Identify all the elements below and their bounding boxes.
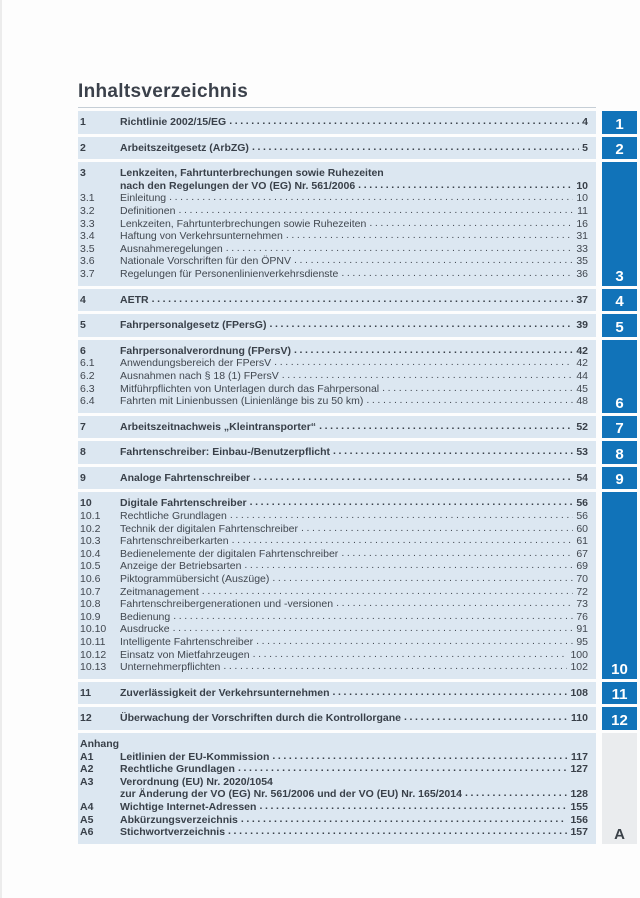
side-tab: [602, 416, 637, 439]
page-title: Inhaltsverzeichnis: [78, 81, 249, 102]
side-tab-label: 2: [615, 141, 624, 159]
dot-leader: [226, 242, 574, 255]
side-tab: [602, 340, 637, 413]
dot-leader: [232, 534, 574, 547]
dot-leader: [250, 496, 574, 509]
dot-leader: [282, 369, 574, 382]
toc-entry-number: 3.4: [80, 230, 95, 243]
toc-entry-title: Fahrten mit Linienbussen (Linienlänge bis zu 50 km): [120, 395, 364, 408]
toc-section-row: [78, 340, 637, 413]
toc-entry-title: Analoge Fahrtenschreiber: [120, 471, 251, 484]
toc-section-row: [78, 492, 637, 678]
toc-entry-page: 54: [576, 471, 588, 484]
toc-entry: [80, 116, 588, 129]
toc-entry-title: Ausnahmeregelungen: [120, 242, 223, 255]
toc-entry-number: 8: [80, 446, 86, 459]
dot-leader: [382, 382, 573, 395]
toc-entry-number: 10.7: [80, 585, 101, 598]
toc-entry-title: Digitale Fahrtenschreiber: [120, 497, 247, 510]
toc-entry-number: 10.2: [80, 522, 101, 535]
toc-entry-number: 11: [80, 686, 92, 699]
toc-entry-page: 48: [576, 395, 588, 408]
toc-entry-title: Rechtliche Grundlagen: [120, 763, 235, 776]
toc-entry-page: 72: [576, 585, 588, 598]
side-tab: [602, 111, 637, 134]
toc-entry-title: Fahrtenschreiberkarten: [120, 535, 229, 548]
toc-entry-page: 42: [576, 357, 588, 370]
dot-leader: [336, 597, 573, 610]
toc-entry-page: 95: [576, 636, 588, 648]
side-tab-label: 1: [615, 115, 624, 133]
dot-leader: [256, 635, 573, 648]
dot-leader: [341, 547, 573, 560]
toc-entry-page: 39: [576, 319, 588, 332]
dot-leader: [169, 191, 573, 204]
toc-entry-number: 7: [80, 420, 86, 433]
toc-entry-page: 108: [570, 686, 588, 699]
toc-entry-number: A3: [80, 775, 94, 788]
table-of-contents: [78, 82, 637, 847]
dot-leader: [404, 711, 568, 724]
toc-section-row: [78, 441, 637, 464]
toc-entry-title: Wichtige Internet-Adressen: [120, 800, 257, 813]
toc-entry-number: 10.9: [80, 610, 101, 623]
toc-entry-title: Technik der digitalen Fahrtenschreiber: [120, 522, 299, 535]
side-tab: [602, 733, 637, 844]
dot-leader: [178, 204, 574, 217]
toc-entry-title: Zuverlässigkeit der Verkehrsunternehmen: [120, 686, 330, 699]
toc-entry-number: 10.1: [80, 510, 101, 523]
toc-section-row: [78, 111, 637, 134]
toc-entry-page: 11: [577, 204, 588, 217]
toc-entry-number: 6.4: [80, 395, 95, 408]
dot-leader: [269, 318, 573, 331]
dot-leader: [202, 585, 574, 598]
toc-entry-page: 76: [576, 610, 588, 623]
side-tab-label: 3: [615, 267, 624, 285]
toc-entry-title: Unternehmerpflichten: [120, 661, 221, 674]
dot-leader: [244, 559, 573, 572]
side-tab-label: A: [614, 825, 625, 843]
toc-entry-title: Rechtliche Grundlagen: [120, 510, 227, 523]
toc-entry-page: 10: [576, 179, 588, 192]
side-tab-label: 8: [615, 445, 624, 463]
dot-leader: [301, 522, 573, 535]
toc-entry-page: 102: [570, 661, 588, 674]
toc-entry-title: Ausdrucke: [120, 623, 170, 636]
toc-entry-page: 157: [570, 826, 588, 839]
dot-leader: [274, 356, 573, 369]
toc-entry-title: Zeitmanagement: [120, 585, 199, 598]
dot-leader: [223, 660, 567, 673]
toc-entry-title: Anzeige der Betriebsarten: [120, 560, 242, 573]
toc-section-block: [78, 314, 596, 337]
dot-leader: [228, 825, 567, 838]
toc-section-block: [78, 340, 596, 413]
toc-entry-title: Einleitung: [120, 192, 167, 205]
toc-entry: [80, 826, 588, 839]
toc-entry-title: Arbeitszeitnachweis „Kleintransporter“: [120, 420, 317, 433]
dot-leader: [253, 471, 573, 484]
toc-entry-page: 110: [571, 712, 588, 725]
side-tab-label: 7: [615, 420, 624, 438]
dot-leader: [465, 787, 568, 800]
toc-section-block: [78, 111, 596, 134]
toc-entry-number: 3.7: [80, 267, 95, 280]
toc-entry-title: Richtlinie 2002/15/EG: [120, 116, 227, 128]
side-tab: [602, 467, 637, 490]
toc-entry-title: Definitionen: [120, 204, 176, 217]
toc-entry-title: Haftung von Verkehrsunternehmen: [120, 230, 283, 243]
dot-leader: [230, 509, 573, 522]
side-tab-label: 10: [611, 660, 628, 678]
toc-entry-number: 6.2: [80, 369, 95, 382]
side-tab: [602, 314, 637, 337]
dot-leader: [272, 750, 568, 763]
dot-leader: [173, 622, 574, 635]
toc-entry-number: 4: [80, 293, 86, 306]
dot-leader: [253, 648, 568, 661]
side-tab-label: 6: [615, 394, 624, 412]
toc-entry-number: 3.6: [80, 255, 95, 268]
toc-entry-page: 70: [576, 573, 588, 586]
dot-leader: [152, 293, 574, 306]
toc-entry-title: Einsatz von Mietfahrzeugen: [120, 648, 250, 661]
toc-entry-title: Fahrtenschreiber: Einbau-/Benutzerpflicht: [120, 446, 331, 459]
toc-entry-page: 67: [576, 547, 588, 560]
toc-entry-title: Regelungen für Personenlinienverkehrsdienste: [120, 267, 339, 280]
toc-entry-title: Fahrtenschreibergenerationen und -versionen: [120, 598, 334, 611]
toc-entry-number: 10.5: [80, 560, 101, 573]
toc-entry-title: Leitlinien der EU-Kommission: [120, 750, 270, 763]
toc-section-block: [78, 733, 596, 844]
toc-entry-page: 69: [576, 560, 588, 573]
toc-entry: [80, 142, 588, 155]
toc-entry-number: 6.3: [80, 382, 95, 395]
toc-section-block: [78, 441, 596, 464]
toc-entry-title: Lenkzeiten, Fahrtunterbrechungen sowie Ruhezeiten: [120, 167, 384, 180]
toc-entry-page: 56: [576, 497, 588, 510]
side-tab-label: 12: [611, 711, 628, 729]
dot-leader: [252, 141, 579, 154]
toc-entry-number: 10: [80, 497, 92, 510]
toc-entry-page: 52: [576, 420, 588, 433]
toc-section-block: [78, 492, 596, 678]
toc-entry-page: 128: [570, 788, 588, 801]
toc-entry-page: 31: [576, 230, 588, 243]
toc-section-row: [78, 682, 637, 705]
toc-section-block: [78, 682, 596, 705]
toc-entry-page: 4: [582, 116, 588, 128]
dot-leader: [333, 445, 573, 458]
toc-entry-page: 42: [576, 344, 588, 357]
toc-entry-number: 3: [80, 167, 86, 180]
toc-entry-title: AETR: [120, 293, 149, 306]
toc-entry-page: 127: [570, 763, 588, 776]
toc-blocks: [78, 111, 637, 844]
toc-section-row: [78, 137, 637, 160]
toc-entry-page: 5: [582, 141, 588, 154]
dot-leader: [358, 179, 573, 192]
dot-leader: [319, 420, 573, 433]
toc-section-row: [78, 467, 637, 490]
toc-entry-title: Anwendungsbereich der FPersV: [120, 357, 272, 370]
toc-entry-number: 10.8: [80, 598, 101, 611]
side-tab: [602, 289, 637, 312]
toc-entry-title: Abkürzungsverzeichnis: [120, 813, 238, 826]
toc-entry-page: 73: [576, 598, 588, 611]
toc-entry: [80, 294, 588, 307]
side-tab-label: 5: [615, 318, 624, 336]
toc-entry-page: 91: [576, 623, 588, 636]
toc-entry-page: 35: [576, 255, 588, 268]
toc-entry-page: 10: [576, 192, 588, 205]
toc-entry-number: 10.4: [80, 547, 101, 560]
toc-entry-number: 6: [80, 344, 86, 357]
dot-leader: [173, 610, 573, 623]
toc-entry: [80, 268, 588, 281]
side-tab: [602, 682, 637, 705]
toc-section-row: [78, 707, 637, 730]
toc-entry-page: 53: [576, 446, 588, 459]
toc-entry-title: Bedienung: [120, 610, 171, 623]
toc-section-row: [78, 416, 637, 439]
toc-entry-page: 56: [576, 510, 588, 523]
side-tab: [602, 492, 637, 678]
toc-entry-title: Nationale Vorschriften für den ÖPNV: [120, 255, 292, 268]
toc-section-block: [78, 707, 596, 730]
toc-entry-page: 33: [576, 242, 588, 255]
dot-leader: [369, 217, 573, 230]
side-tab: [602, 707, 637, 730]
toc-entry-title: Bedienelemente der digitalen Fahrtenschreiber: [120, 547, 339, 560]
toc-entry-number: 10.11: [80, 636, 106, 648]
toc-entry-title: Ausnahmen nach § 18 (1) FPersV: [120, 369, 279, 382]
toc-section-block: [78, 137, 596, 160]
toc-entry-title: Lenkzeiten, Fahrtunterbrechungen sowie Ruhezeiten: [120, 217, 367, 230]
toc-section-block: [78, 289, 596, 312]
toc-entry: [80, 687, 588, 700]
toc-entry-page: 60: [576, 522, 588, 535]
toc-entry-number: 3.2: [80, 204, 95, 217]
toc-entry-title: Fahrpersonalgesetz (FPersG): [120, 319, 267, 332]
dot-leader: [341, 267, 573, 280]
toc-entry-page: 156: [570, 813, 588, 826]
dot-leader: [272, 572, 573, 585]
toc-entry-title: Verordnung (EU) Nr. 2020/1054: [120, 775, 273, 788]
toc-section-row: [78, 314, 637, 337]
toc-entry-number: 3.5: [80, 242, 95, 255]
toc-entry-number: 12: [80, 712, 92, 725]
toc-entry-number: 3.1: [80, 192, 95, 205]
side-tab-label: 4: [615, 293, 624, 311]
toc-entry-number: A4: [80, 800, 94, 813]
toc-entry-page: 44: [576, 369, 588, 382]
toc-entry: [80, 395, 588, 408]
dot-leader: [238, 762, 568, 775]
toc-section-row: [78, 162, 637, 285]
toc-entry-number: A5: [80, 813, 94, 826]
toc-entry-number: 2: [80, 141, 86, 154]
toc-entry-number: 10.10: [80, 623, 107, 636]
dot-leader: [229, 115, 579, 128]
side-tab-label: 11: [611, 686, 628, 704]
toc-entry: [80, 319, 588, 332]
toc-entry-page: 45: [576, 382, 588, 395]
dot-leader: [294, 344, 573, 357]
side-tab: [602, 137, 637, 160]
toc-entry-number: A2: [80, 763, 94, 776]
toc-entry-page: 37: [576, 293, 588, 306]
toc-section-row: [78, 733, 637, 844]
toc-entry-title: Intelligente Fahrtenschreiber: [120, 636, 254, 648]
toc-entry: [80, 712, 588, 725]
toc-entry-number: 10.12: [80, 648, 107, 661]
toc-entry-title: Piktogrammübersicht (Auszüge): [120, 573, 270, 586]
toc-entry: [80, 472, 588, 485]
dot-leader: [259, 800, 567, 813]
toc-entry-number: 6.1: [80, 357, 95, 370]
toc-entry-title: Fahrpersonalverordnung (FPersV): [120, 344, 291, 357]
toc-entry-number: A6: [80, 826, 94, 839]
toc-entry-title: Überwachung der Vorschriften durch die Kontrollorgane: [120, 712, 402, 725]
side-tab-label: 9: [615, 471, 624, 489]
toc-entry-number: 5: [80, 319, 86, 332]
toc-entry: [80, 446, 588, 459]
toc-section-block: [78, 162, 596, 285]
toc-entry-page: 16: [576, 217, 588, 230]
toc-entry-title: Arbeitszeitgesetz (ArbZG): [120, 141, 249, 154]
toc-entry-title: Mitführpflichten von Unterlagen durch das Fahrpersonal: [120, 382, 380, 395]
toc-entry-page: 61: [576, 535, 588, 548]
toc-entry-number: 10.6: [80, 573, 101, 586]
dot-leader: [294, 254, 573, 267]
toc-entry: [80, 661, 588, 674]
toc-entry-title: Stichwortverzeichnis: [120, 826, 226, 839]
title-divider: [78, 107, 596, 108]
dot-leader: [241, 813, 568, 826]
toc-section-row: [78, 289, 637, 312]
toc-entry-page: 117: [571, 750, 588, 763]
dot-leader: [366, 394, 573, 407]
toc-section-block: [78, 467, 596, 490]
toc-entry-page: 36: [576, 267, 588, 280]
toc-entry-number: 3.3: [80, 217, 95, 230]
scan-page-edge: [0, 0, 2, 898]
toc-entry-number: 1: [80, 116, 86, 128]
side-tab: [602, 162, 637, 285]
dot-leader: [286, 229, 573, 242]
toc-entry-number: Anhang: [80, 737, 120, 750]
toc-entry-number: 9: [80, 471, 86, 484]
toc-entry-number: 10.3: [80, 535, 101, 548]
side-tab: [602, 441, 637, 464]
dot-leader: [333, 686, 568, 699]
toc-entry-title: zur Änderung der VO (EG) Nr. 561/2006 und der VO (EU) Nr. 165/2014: [120, 788, 462, 801]
toc-entry-title: nach den Regelungen der VO (EG) Nr. 561/2006: [120, 179, 356, 192]
toc-entry: [80, 763, 588, 776]
toc-section-block: [78, 416, 596, 439]
toc-entry-number: A1: [80, 750, 94, 763]
toc-entry-page: 100: [570, 648, 588, 661]
toc-entry: [80, 421, 588, 434]
toc-entry-number: 10.13: [80, 661, 107, 674]
toc-entry-page: 155: [570, 800, 588, 813]
